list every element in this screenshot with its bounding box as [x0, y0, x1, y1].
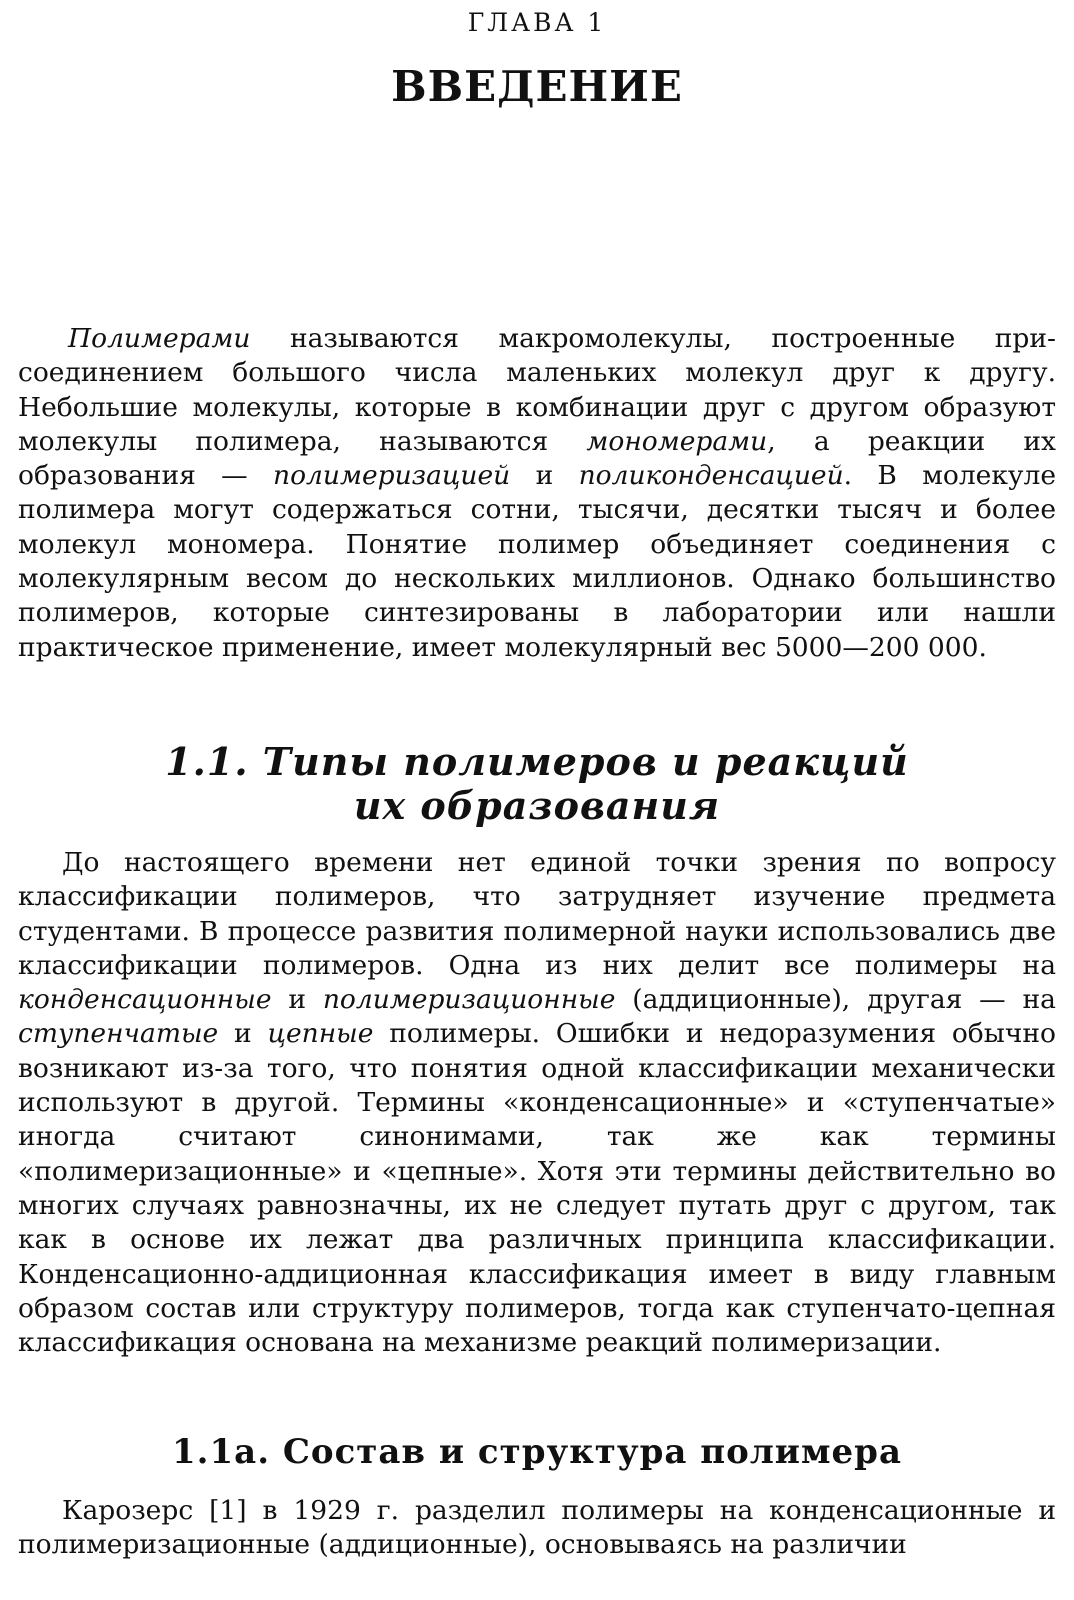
term-addition: полимеризационные	[322, 984, 616, 1016]
intro-text-4: . В молекуле полимера могут содержаться сотни, тысячи, десятки тысяч и более молекул мономера. Понятие полимер объединяет соединения с молекулярным весом до нескольких миллионов. Однако большинство полимеров, которые синтезированы в лаборатории или нашли практическое применение, имеет молекулярный вес 5000—200 000.	[18, 460, 1057, 663]
section-title	[0, 740, 1074, 828]
term-polymers: Полимерами	[68, 323, 251, 354]
chapter-label: ГЛАВА 1	[467, 8, 607, 37]
section-paragraph	[18, 846, 1056, 1360]
subsection-paragraph	[18, 1494, 1056, 1563]
intro-paragraph	[18, 322, 1056, 665]
section-text-1: До настоящего времени нет единой точки зрения по вопросу классификации полимеров, что затрудняет изучение предмета студентами. В процессе развития полимерной науки использовались две классификации полимеров. Одна из них делит все полимеры на	[18, 847, 1056, 981]
term-step: ступенчатые	[18, 1018, 219, 1050]
section-text-2: и	[271, 984, 323, 1016]
term-monomers: мономерами	[586, 425, 768, 457]
subsection-text: Карозерс [1] в 1929 г. разделил полимеры на конденсационные и полимеризационные (аддиционные), основываясь на различии	[18, 1495, 1056, 1561]
section-title-line-1: 1.1. Типы полимеров и реакций	[165, 739, 909, 784]
intro-text-2: , а реакции их образования —	[18, 425, 1056, 492]
section-text-4: и	[218, 1018, 268, 1050]
chapter-title: ВВЕДЕНИЕ	[391, 62, 683, 111]
term-condensation: конденсационные	[18, 984, 272, 1016]
intro-text-1: называются макромолекулы, построенные присоединением большого числа маленьких молекул друг к другу. Небольшие молекулы, которые в комбинации друг с другом образуют молекулы полимера, называются	[18, 323, 1056, 457]
term-chain: цепные	[267, 1018, 374, 1050]
term-polymerization: полимеризацией	[273, 460, 511, 492]
section-text-5: полимеры. Ошибки и недоразумения обычно возникают из-за того, что понятия одной классификации механически используют в другой. Термины «конденсационные» и «ступенчатые» иногда считают синонимами, так же как термины «полимеризационные» и «цепные». Хотя эти термины действительно во многих случаях равнозначны, их не следует путать друг с другом, так как в основе их лежат два различных принципа классификации. Конденсационно-аддиционная классификация имеет в виду главным образом состав или структуру полимеров, тогда как ступенчато-цепная классификация основана на механизме реакций полимеризации.	[18, 1018, 1056, 1359]
intro-text-3: и	[510, 460, 579, 492]
section-title-line-2: их образования	[353, 783, 721, 828]
subsection-title: 1.1а. Состав и структура полимера	[172, 1432, 902, 1472]
term-polycondensation: поликонденсацией	[578, 460, 844, 492]
section-text-3: (аддиционные), другая — на	[615, 984, 1056, 1016]
